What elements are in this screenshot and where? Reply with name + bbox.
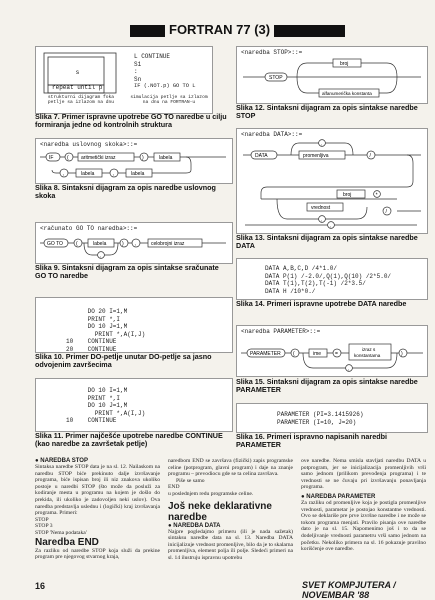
fig13-title: <naredba DATA>::=: [241, 131, 303, 138]
svg-text:promenljiva: promenljiva: [303, 153, 329, 159]
heading-deklarativne: Još neke deklarativne naredbe: [168, 500, 272, 523]
fig14-code: DATA A,B,C,D /4*1.0/ DATA P(1) /-2.0/,Q(1),Q(10) /2*5.0/ DATA T(1),T(2),T(-1) /2*3.5/ DATA H /10*0./: [265, 265, 392, 295]
fig16-code: PARAMETER (PI=3.1415926) PARAMETER (I=10, J=20): [277, 411, 364, 426]
heading-naredba-stop: ● NAREDBA STOP: [35, 458, 88, 464]
figure-13: [236, 128, 428, 234]
svg-text:,: ,: [329, 223, 332, 228]
paragraph-end: Za razliku od naredbe STOP koja služi da prekine program pre njegovog stvarnog kraja,: [35, 547, 160, 561]
code-end: END: [168, 484, 180, 491]
svg-text:,: ,: [99, 253, 102, 258]
svg-text:,: ,: [320, 217, 323, 222]
fig7-code-lines: L CONTINUE S1 : Sn IF (.NOT.p) GO TO L: [134, 53, 196, 89]
page-header: [0, 0, 435, 40]
caption-slika16: Slika 16. Primeri ispravno napisanih naredbi PARAMETER: [236, 432, 387, 450]
svg-text:(: (: [67, 155, 69, 161]
svg-text:/: /: [385, 209, 387, 215]
svg-text:,: ,: [62, 171, 64, 177]
figure-14: [236, 258, 428, 300]
fig9-title: <računato GO TO naredba>::=: [40, 225, 138, 232]
svg-text:s: s: [76, 70, 79, 76]
svg-text:broj: broj: [343, 192, 352, 198]
figure-8: [35, 138, 233, 184]
svg-text:IF: IF: [49, 155, 54, 161]
svg-text:(: (: [76, 241, 78, 247]
svg-text:labela: labela: [81, 171, 95, 177]
fig11-code: DO 10 I=1,M PRINT *,I DO 10 J=1,M PRINT *,A(I,J) 10 CONTINUE: [66, 387, 146, 424]
text-column-3: [301, 458, 426, 553]
caption-slika7: Slika 7. Primer ispravne upotrebe GO TO naredbe u cilju formiranja jedne od kontrolnih struktura: [35, 112, 227, 130]
paragraph-stop: Sintaksa naredbe STOP data je na sl. 12. Nailaskom na naredbu STOP biće prekinuto dalje izvršavanje programa, biće ispisan broj ili niz znakova ukoliko postoje u naredbi STOP (što može da posluži za kodiranje mesta u programu na kojem je došlo do prekida, ili ukoliko je zadovoljen neki uslov). Ova naredba predstavlja uslednu i (logički) kraj izvršavanja programa. Primeri:: [35, 464, 160, 517]
paragraph-parameter: Za razliku od promenljive koja je postigla promenljive vrednosti, parametar je postojao konstantne vrednosti. Ovo se deklariše pre prve izvršne naredbe i ne može se tokom programa menjati. Pravilo pisanja ove naredbe dato je na sl. 15. Napomenimo još i to da se dodeljivanje vrednosti parametru vrši samo jednom na početku. Nekoliko primera na sl. 16 pokazuje pravilno korišćenje ove naredbe.: [301, 499, 426, 553]
magazine-name: SVET KOMPJUTERA / NOVEMBAR '88: [302, 580, 396, 600]
svg-text:konstantama: konstantama: [354, 353, 381, 358]
svg-text:*: *: [375, 192, 378, 199]
svg-text:celobrojni izraz: celobrojni izraz: [151, 241, 185, 247]
heading-naredba-end: Naredba END: [35, 536, 99, 548]
heading-naredba-data: ● NAREDBA DATA: [168, 522, 221, 529]
text-column-1: [35, 458, 160, 561]
page-number: 16: [35, 581, 46, 591]
fig7-left-caption: strukturni dijagram foka petlje sa izlazom na dnu: [47, 95, 115, 106]
figure-15: [236, 325, 428, 377]
svg-text:,: ,: [347, 366, 350, 371]
caption-slika12: Slika 12. Sintaksni dijagram za opis sintakse naredbe STOP: [236, 103, 418, 121]
header-title: FORTRAN 77 (3): [165, 22, 274, 37]
fig10-code: DO 20 I=1,M PRINT *,I DO 10 J=1,M PRINT *,A(I,J) 10 CONTINUE 20 CONTINUE: [66, 308, 146, 353]
figure-16: [236, 403, 428, 433]
caption-slika11: Slika 11. Primer najčešće upotrebe naredbe CONTINUE (kao naredbe za završetak petlje): [35, 431, 223, 449]
caption-slika8: Slika 8. Sintaksni dijagram za opis naredbe uslovnog skoka: [35, 183, 216, 201]
svg-text:izraz s: izraz s: [362, 347, 376, 352]
code-stop-3: STOP 'Nema podataka': [35, 529, 87, 536]
figure-7: [35, 46, 213, 114]
paragraph-pise-se: Piše se samo: [176, 477, 205, 484]
text-column-2: [168, 458, 293, 562]
caption-slika9: Slika 9. Sintaksni dijagram za opis sintakse sračunate GO TO naredbe: [35, 263, 219, 281]
svg-text:,: ,: [134, 241, 136, 247]
repeat-until-box: repeat until p: [52, 84, 103, 91]
svg-text:/: /: [369, 153, 371, 159]
paragraph-end-cont: naredbom END se završava (fizički) zapis programske celine (potprogram, glavni program) i daje na znanje programu – prevodiocu gde se ta celina završava.: [168, 458, 293, 478]
svg-text:,: ,: [320, 141, 323, 146]
svg-text:ime: ime: [313, 351, 322, 357]
svg-text:GO TO: GO TO: [47, 241, 63, 247]
svg-text:vrednost: vrednost: [311, 205, 331, 211]
caption-slika15: Slika 15. Sintaksni dijagram za opis sintakse naredbe PARAMETER: [236, 377, 418, 395]
figure-10: [35, 297, 233, 353]
caption-slika13: Slika 13. Sintaksni dijagram za opis sintakse naredbe DATA: [236, 233, 418, 251]
code-stop-2: STOP 3: [35, 523, 53, 530]
svg-text:aritmetički izraz: aritmetički izraz: [81, 155, 116, 161]
svg-text:): ): [122, 241, 124, 247]
svg-text:(: (: [293, 351, 295, 357]
paragraph-data-cont: ove naredbe. Nema smisla stavljati naredbu DATA u potprogram, jer se inicijalizacija promenljivih vrši samo jednom (prilikom prevođenja programa) i te vrednosti se ne čuvaju pri izvršavanju ponavljanja programa.: [301, 458, 426, 491]
svg-text:PARAMETER: PARAMETER: [250, 351, 281, 357]
svg-text:alfanumerička konstanta: alfanumerička konstanta: [322, 91, 372, 96]
paragraph-data: Najpre pogledajmo primeru (ili je nada sažetak) sintaksu naredbe data na sl. 13. Naredba DATA inicijalizuje vrednost promenljive, bilo da je to skalarna promenljiva, element polja ili polje. Sledeći primeri na sl. 14 ilustruju ispravnu upotrebu: [168, 528, 293, 561]
figure-11: [35, 378, 233, 432]
caption-slika10: Slika 10. Primer DO-petlje unutar DO-petlje sa jasno odvojenim završecima: [35, 352, 212, 370]
fig8-title: <naredba uslovnog skoka>::=: [40, 141, 138, 148]
fig12-title: <naredba STOP>::=: [241, 49, 303, 56]
svg-text:): ): [401, 351, 403, 357]
svg-text:): ): [142, 155, 144, 161]
figure-12: [236, 46, 428, 104]
caption-slika14: Slika 14. Primeri ispravne upotrebe DATA naredbe: [236, 299, 407, 308]
figure-9: [35, 222, 233, 264]
svg-text:STOP: STOP: [269, 75, 283, 81]
paragraph-poslednji-red: u poslednjem redu programske celine.: [168, 490, 254, 497]
svg-text:labela: labela: [159, 155, 173, 161]
svg-text:=: =: [335, 351, 338, 357]
svg-text:,: ,: [112, 171, 114, 177]
svg-text:labela: labela: [93, 241, 107, 247]
svg-text:broj: broj: [340, 61, 349, 67]
fig13-syntax-diagram: [237, 129, 427, 233]
svg-text:DATA: DATA: [255, 153, 268, 159]
fig15-title: <naredba PARAMETER>::=: [241, 328, 321, 335]
heading-naredba-parameter: ● NAREDBA PARAMETER: [301, 493, 376, 500]
fig7-right-caption: simulacija petlje sa izlazom na dnu na FORTRAN-u: [130, 95, 208, 106]
code-stop-1: STOP: [35, 516, 49, 523]
svg-text:labela: labela: [131, 171, 145, 177]
